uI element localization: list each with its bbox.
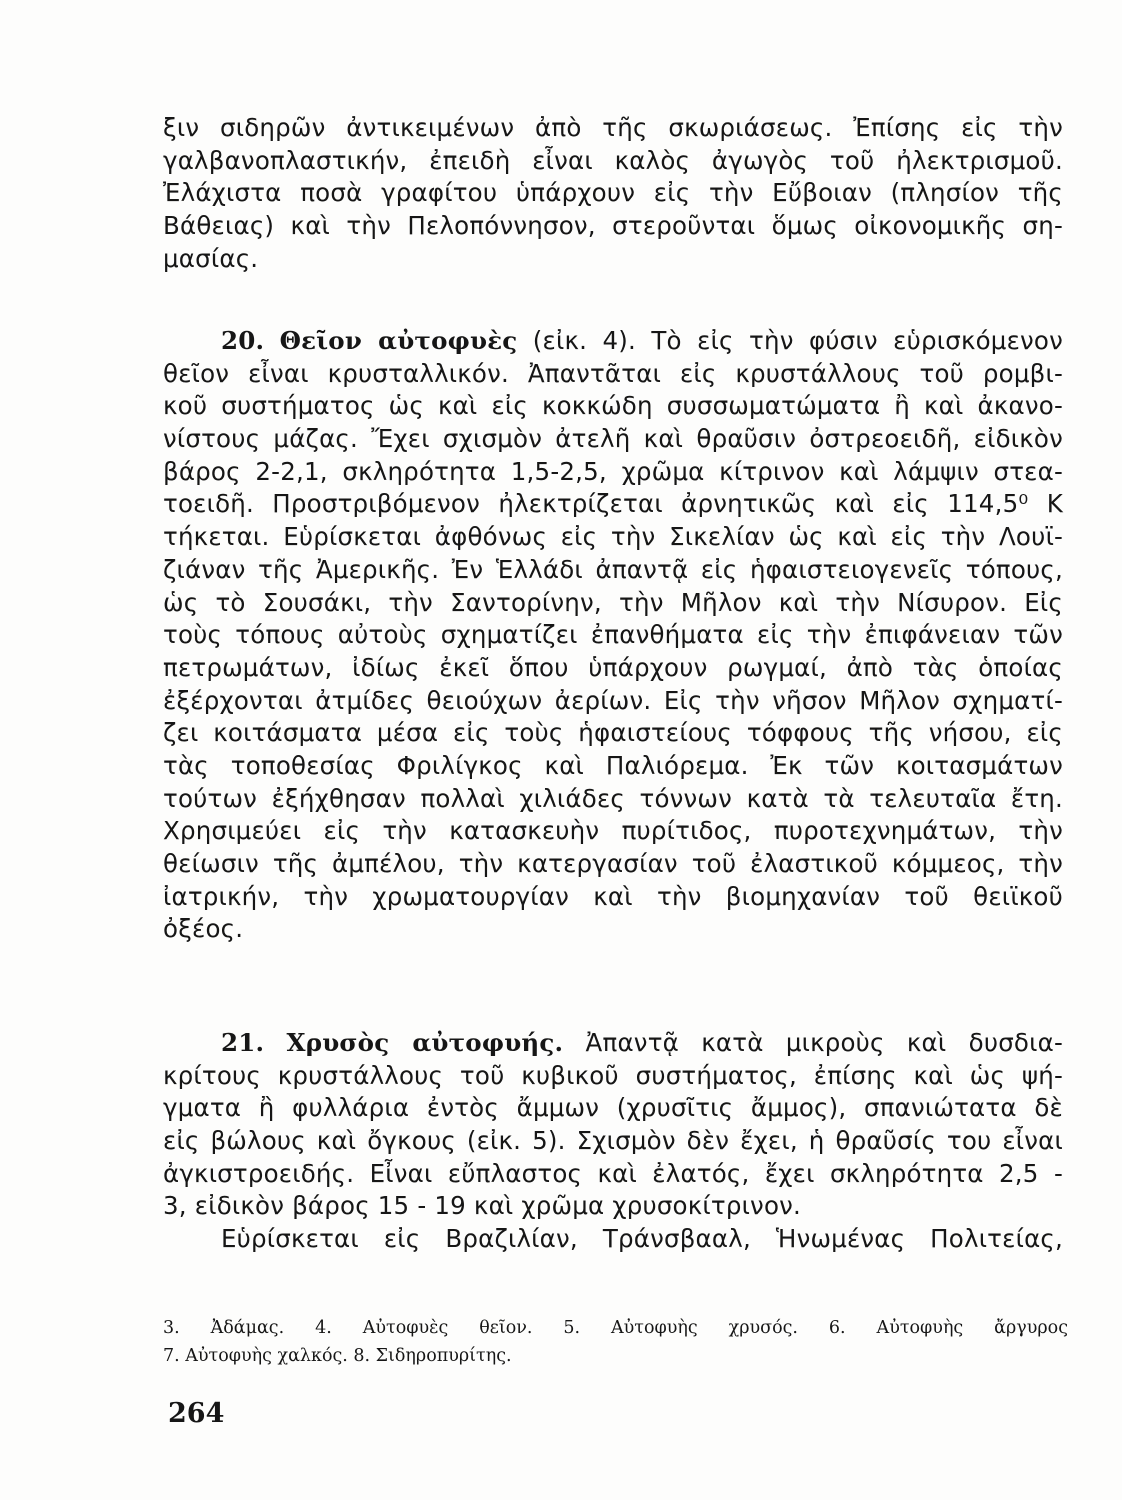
text-line: ξιν σιδηρῶν ἀντικειμένων ἀπὸ τῆς σκωριάσεως. Ἐπίσης εἰς τὴν <box>163 113 1063 142</box>
section-heading-line <box>163 325 1063 358</box>
text-line: ζιάναν τῆς Ἀμερικῆς. Ἐν Ἑλλάδι ἀπαντᾷ εἰς ἡφαιστειογενεῖς τόπους, <box>163 554 1063 584</box>
footnote-line: 7. Αὐτοφυὴς χαλκός. 8. Σιδηροπυρίτης. <box>163 1346 512 1366</box>
text-line: Χρησιμεύει εἰς τὴν κατασκευὴν πυρίτιδος, πυροτεχνημάτων, τὴν <box>163 816 1063 846</box>
page-number: 264 <box>168 1398 225 1429</box>
text-line: νίστους μάζας. Ἔχει σχισμὸν ἀτελῆ καὶ θραῦσιν ὀστρεοειδῆ, εἰδικὸν <box>163 424 1063 454</box>
text-line: Ἐλάχιστα ποσὰ γραφίτου ὑπάρχουν εἰς τὴν Εὔβοιαν (πλησίον τῆς <box>163 178 1063 208</box>
text-line: μασίας. <box>163 243 259 273</box>
text-line: ζει κοιτάσματα μέσα εἰς τοὺς ἡφαιστείους τόφφους τῆς νήσου, εἰς <box>163 718 1063 748</box>
text-line: ὀξέος. <box>163 914 244 944</box>
section-number: 20. <box>221 326 265 355</box>
text-line: τοὺς τόπους αὐτοὺς σχηματίζει ἐπανθήματα εἰς τὴν ἐπιφάνειαν τῶν <box>163 620 1063 650</box>
text-line: θείωσιν τῆς ἀμπέλου, τὴν κατεργασίαν τοῦ ἐλαστικοῦ κόμμεος, τὴν <box>163 849 1063 878</box>
text-line: πετρωμάτων, ἰδίως ἐκεῖ ὅπου ὑπάρχουν ρωγμαί, ἀπὸ τὰς ὁποίας <box>163 652 1063 682</box>
text-line: εἰς βώλους καὶ ὄγκους (εἰκ. 5). Σχισμὸν δὲν ἔχει, ἡ θραῦσίς του εἶναι <box>163 1126 1063 1156</box>
paragraph-graphite <box>163 112 1063 275</box>
text-line: ὡς τὸ Σουσάκι, τὴν Σαντορίνην, τὴν Μῆλον καὶ τὴν Νίσυρον. Εἰς <box>163 587 1063 617</box>
text-line: τήκεται. Εὑρίσκεται ἀφθόνως εἰς τὴν Σικελίαν ὡς καὶ εἰς τὴν Λουϊ- <box>163 522 1063 552</box>
text-line: ἰατρικήν, τὴν χρωματουργίαν καὶ τὴν βιομηχανίαν τοῦ θειϊκοῦ <box>163 881 1063 911</box>
section-first-line-text: Ἀπαντᾷ κατὰ μικροὺς καὶ δυσδια- <box>585 1028 1064 1057</box>
section-title: Χρυσὸς αὐτοφυής. <box>286 1028 564 1057</box>
footnote-line: 3. Ἀδάμας. 4. Αὐτοφυὲς θεῖον. 5. Αὐτοφυὴς χρυσός. 6. Αὐτοφυὴς ἄργυρος <box>163 1318 1068 1338</box>
text-line: θεῖον εἶναι κρυσταλλικόν. Ἀπαντᾶται εἰς κρυστάλλους τοῦ ρομβι- <box>163 358 1063 388</box>
text-line: ἐξέρχονται ἀτμίδες θειούχων ἀερίων. Εἰς τὴν νῆσον Μῆλον σχηματί- <box>163 685 1063 715</box>
text-line: Εὑρίσκεται εἰς Βραζιλίαν, Τράνσβααλ, Ἡνωμένας Πολιτείας, <box>221 1224 1063 1254</box>
section-title: Θεῖον αὐτοφυὲς <box>279 326 518 355</box>
text-line: βάρος 2-2,1, σκληρότητα 1,5-2,5, χρῶμα κίτρινον καὶ λάμψιν στεα- <box>163 456 1063 486</box>
text-line: τὰς τοποθεσίας Φριλίγκος καὶ Παλιόρεμα. Ἐκ τῶν κοιτασμάτων <box>163 750 1063 780</box>
text-line: τούτων ἐξήχθησαν πολλαὶ χιλιάδες τόννων κατὰ τὰ τελευταῖα ἔτη. <box>163 783 1063 813</box>
section-first-line-text: (εἰκ. 4). Τὸ εἰς τὴν φύσιν εὑρισκόμενον <box>532 326 1063 355</box>
text-line: γματα ἢ φυλλάρια ἐντὸς ἄμμων (χρυσῖτις ἄμμος), σπανιώτατα δὲ <box>163 1093 1063 1123</box>
text-line: ἀγκιστροειδής. Εἶναι εὔπλαστος καὶ ἐλατός, ἔχει σκληρότητα 2,5 - <box>163 1158 1063 1188</box>
text-line: 3, εἰδικὸν βάρος 15 - 19 καὶ χρῶμα χρυσοκίτρινον. <box>163 1191 802 1221</box>
text-line: τοειδῆ. Προστριβόμενον ἠλεκτρίζεται ἀρνητικῶς καὶ εἰς 114,5⁰ Κ <box>163 489 1063 519</box>
section-21-gold <box>163 1027 1063 1256</box>
text-line: Βάθειας) καὶ τὴν Πελοπόννησον, στεροῦνται ὅμως οἰκονομικῆς ση- <box>163 211 1063 241</box>
text-line: γαλβανοπλαστικήν, ἐπειδὴ εἶναι καλὸς ἀγωγὸς τοῦ ἠλεκτρισμοῦ. <box>163 145 1063 175</box>
text-line: κρίτους κρυστάλλους τοῦ κυβικοῦ συστήματος, ἐπίσης καὶ ὡς ψή- <box>163 1060 1063 1090</box>
section-number: 21. <box>221 1028 265 1057</box>
section-heading-line <box>163 1027 1063 1060</box>
section-20-sulfur <box>163 325 1063 946</box>
text-line: κοῦ συστήματος ὡς καὶ εἰς κοκκώδη συσσωματώματα ἢ καὶ ἀκανο- <box>163 391 1063 421</box>
footnotes <box>163 1314 1068 1370</box>
